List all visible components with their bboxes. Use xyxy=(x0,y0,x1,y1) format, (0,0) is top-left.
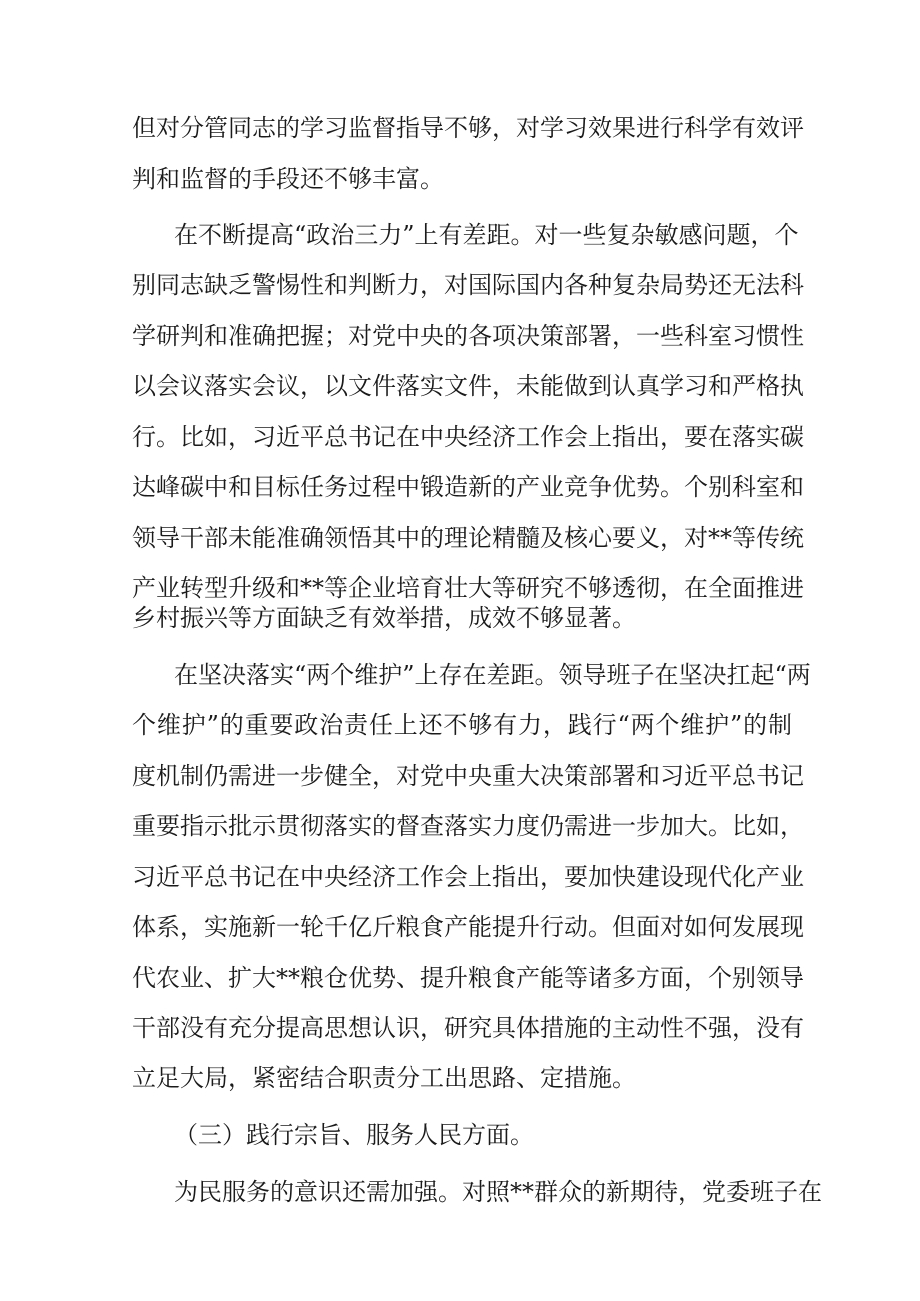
section-heading: （三）践行宗旨、服务人民方面。 xyxy=(174,1121,534,1149)
paragraph-first-line: 为民服务的意识还需加强。对照**群众的新期待，党委班子在 xyxy=(174,1178,822,1206)
paragraph-first-line: 在不断提高“政治三力”上有差距。对一些复杂敏感问题，个 xyxy=(174,221,799,249)
text-line: 别同志缺乏警惕性和判断力，对国际国内各种复杂局势还无法科 xyxy=(132,271,804,299)
text-line: 体系，实施新一轮千亿斤粮食产能提升行动。但面对如何发展现 xyxy=(132,913,804,941)
text-line: 干部没有充分提高思想认识，研究具体措施的主动性不强，没有 xyxy=(132,1014,804,1042)
paragraph-first-line: 在坚决落实“两个维护”上存在差距。领导班子在坚决扛起“两 xyxy=(174,661,811,689)
text-line: 重要指示批示贯彻落实的督查落实力度仍需进一步加大。比如， xyxy=(132,812,804,840)
text-line: 以会议落实会议，以文件落实文件，未能做到认真学习和严格执 xyxy=(132,372,804,400)
text-line: 个维护”的重要政治责任上还不够有力，践行“两个维护”的制 xyxy=(132,711,792,739)
text-line: 学研判和准确把握；对党中央的各项决策部署，一些科室习惯性 xyxy=(132,322,804,350)
text-line: 度机制仍需进一步健全，对党中央重大决策部署和习近平总书记 xyxy=(132,762,804,790)
text-line: 立足大局，紧密结合职责分工出思路、定措施。 xyxy=(132,1064,636,1092)
text-line: 判和监督的手段还不够丰富。 xyxy=(132,165,444,193)
text-line: 乡村振兴等方面缺乏有效举措，成效不够显著。 xyxy=(132,604,636,632)
text-line: 习近平总书记在中央经济工作会上指出，要加快建设现代化产业 xyxy=(132,863,804,891)
text-line: 但对分管同志的学习监督指导不够，对学习效果进行科学有效评 xyxy=(132,114,804,142)
text-line: 达峰碳中和目标任务过程中锻造新的产业竞争优势。个别科室和 xyxy=(132,473,804,501)
text-line: 行。比如，习近平总书记在中央经济工作会上指出，要在落实碳 xyxy=(132,423,804,451)
text-line: 领导干部未能准确领悟其中的理论精髓及核心要义，对**等传统 xyxy=(132,524,804,552)
text-line: 代农业、扩大**粮仓优势、提升粮食产能等诸多方面，个别领导 xyxy=(132,964,804,992)
text-line: 产业转型升级和**等企业培育壮大等研究不够透彻，在全面推进 xyxy=(132,574,804,602)
